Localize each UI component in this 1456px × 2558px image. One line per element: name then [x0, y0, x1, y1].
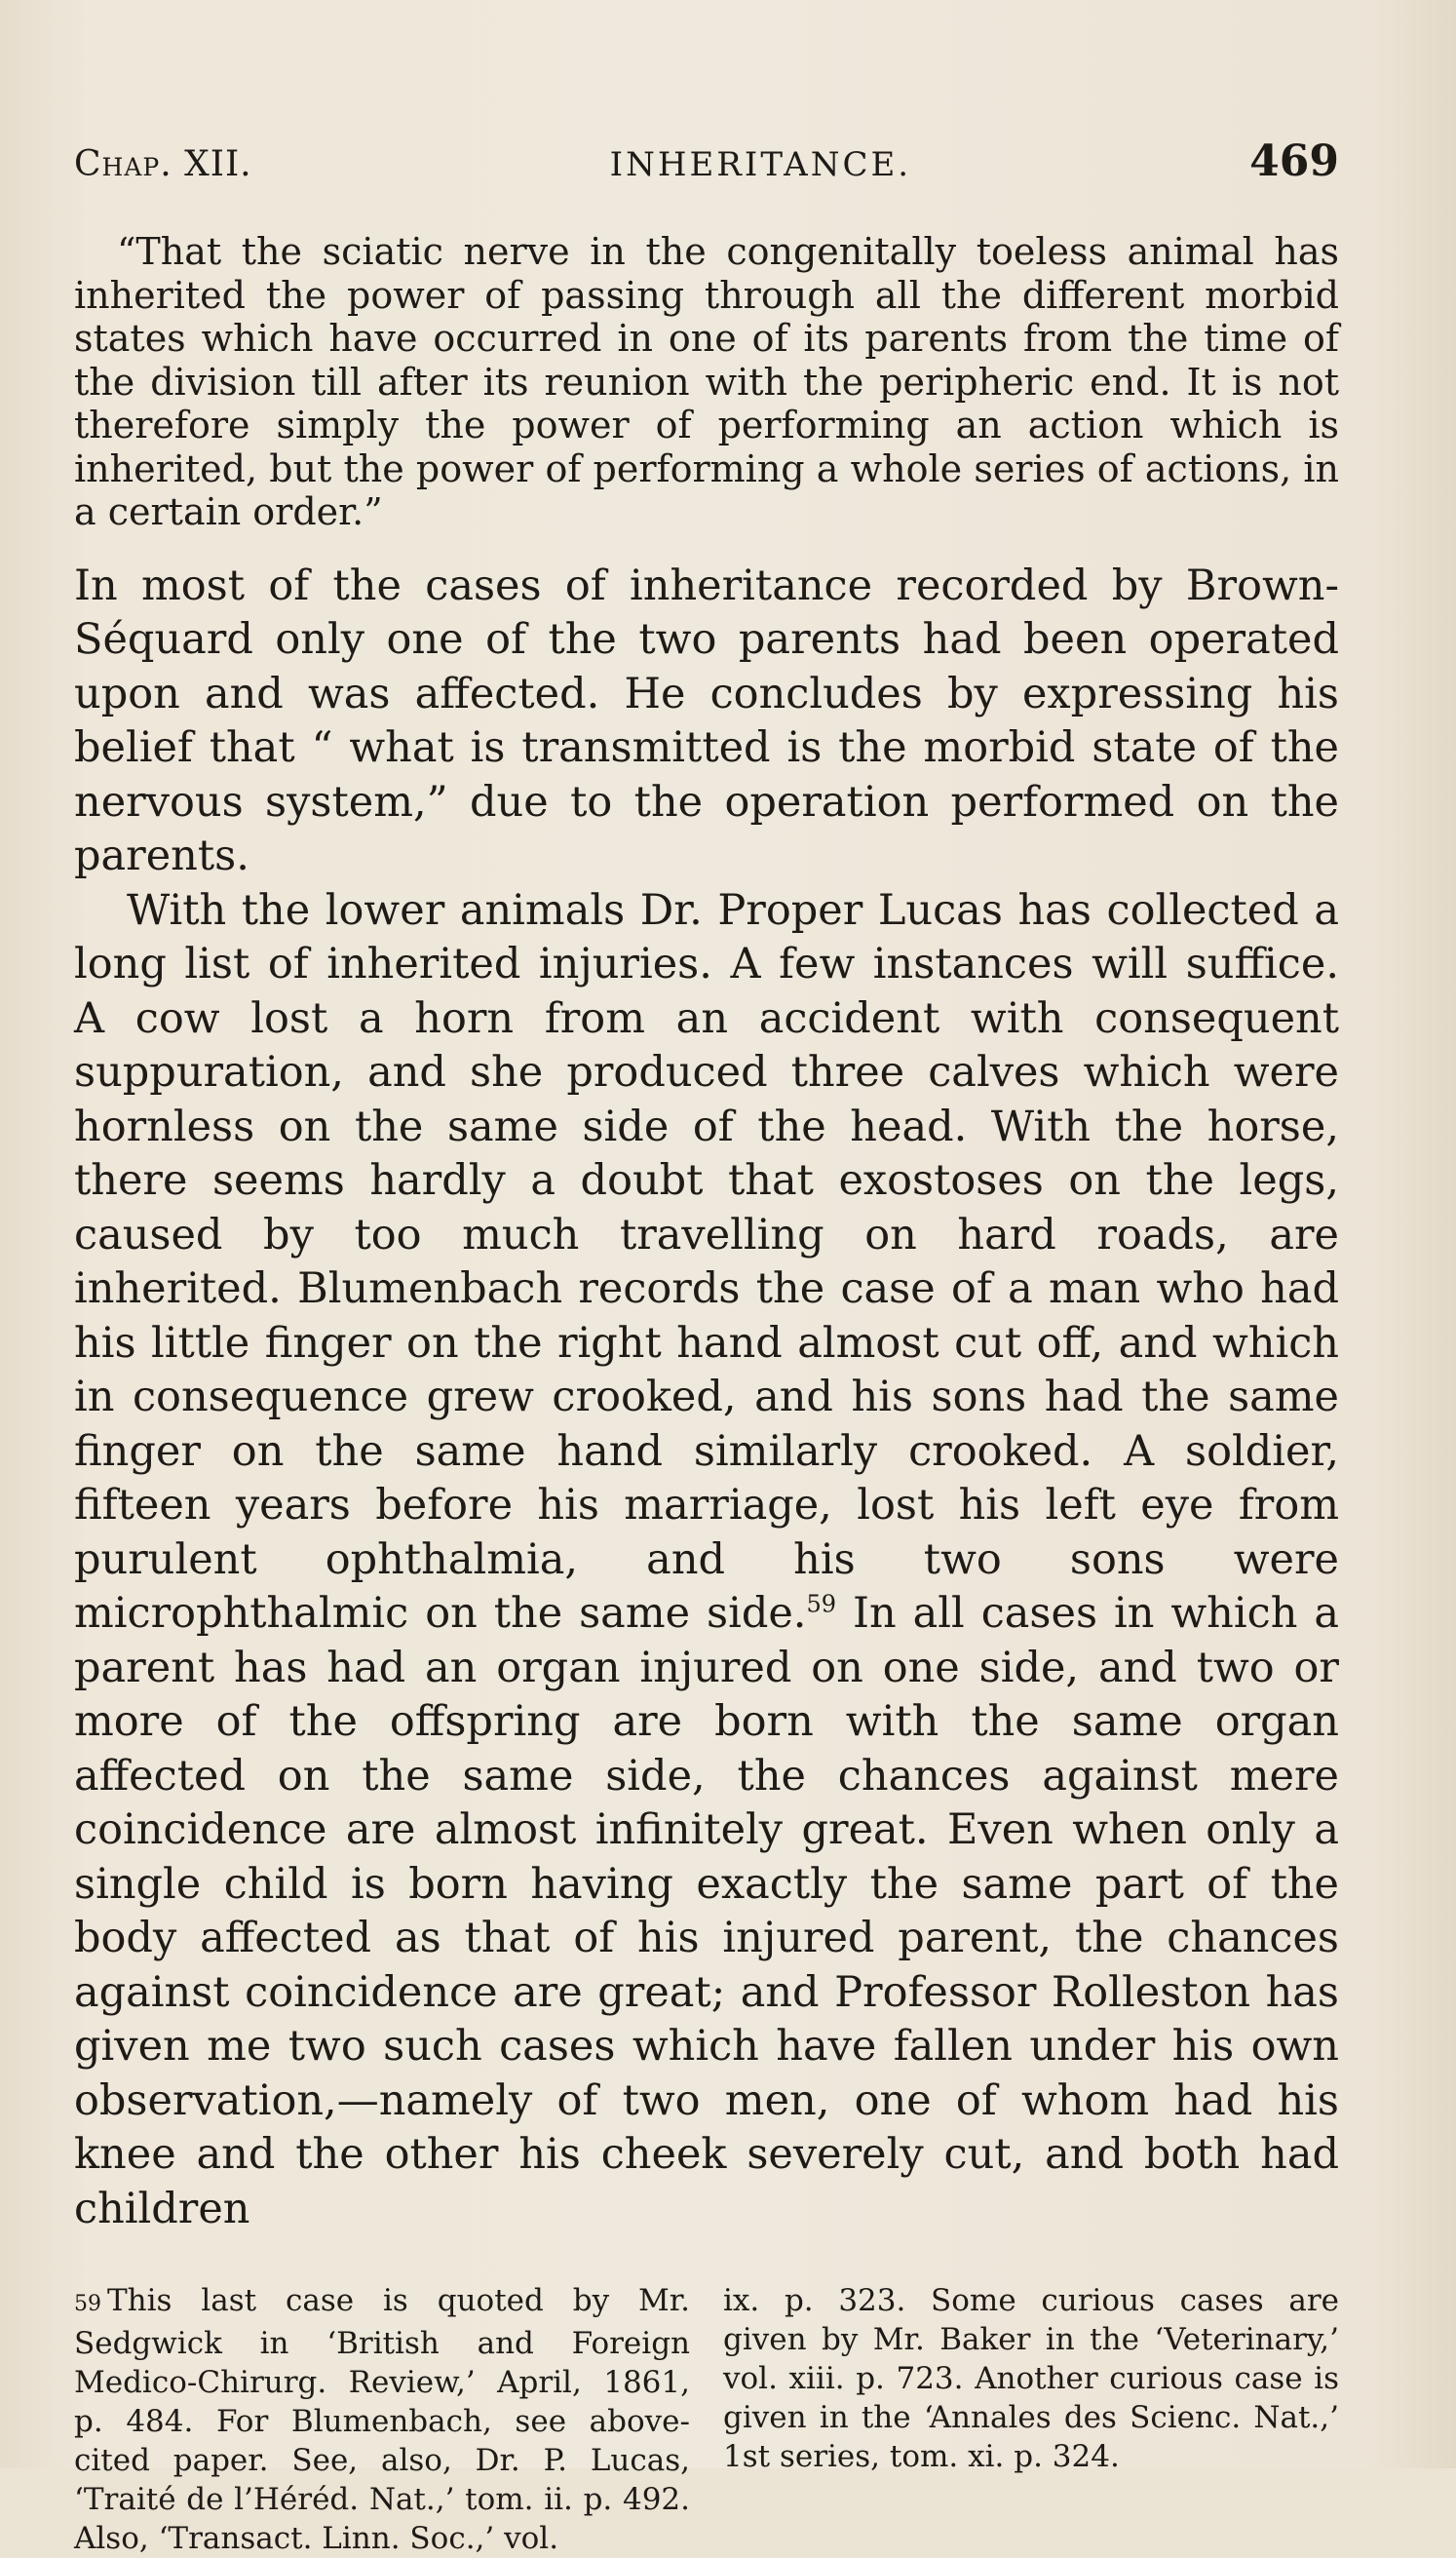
paragraph-brown-sequard: In most of the cases of inheritance recorded by Brown-Séquard only one of the two parents had been operated upon and was affected. He concludes by expressing his belief that “ what is transmitted is the morbid state of the nervous system,” due to the operation performed on the parents. — [74, 561, 1339, 880]
footnote-text-left: This last case is quoted by Mr. Sedgwick in ‘British and Foreign Medico-Chirurg. Review,’ April, 1861, p. 484. For Blumenbach, see above-cited paper. See, also, Dr. P. Lucas, ‘Traité de l’Héréd. Nat.,’ tom. ii. p. 492. Also, ‘Transact. Linn. Soc.,’ vol. — [74, 2283, 690, 2556]
paragraph-text-part-1: With the lower animals Dr. Proper Lucas has collected a long list of inherited injuries. A few instances will suffice. A cow lost a horn from an accident with consequent suppuration, and she produced three calves which were hornless on the same side of the head. With the horse, there seems hardly a doubt that exostoses on the legs, caused by too much travelling on hard roads, are inherited. Blumenbach records the case of a man who had his little finger on the right hand almost cut off, and which in consequence grew crooked, and his sons had the same finger on the same hand similarly crooked. A soldier, fifteen years before his marriage, lost his left eye from purulent ophthalmia, and his two sons were microphthalmic on the same side. — [74, 885, 1339, 1638]
footnote-number: 59 — [74, 2292, 101, 2316]
chapter-label: Chap. XII. — [74, 144, 252, 184]
footnote-column-right: ix. p. 323. Some curious cases are given by Mr. Baker in the ‘Veterinary,’ vol. xiii. p. 723. Another curious case is given in the ‘Annales des Scienc. Nat.,’ 1st series, tom. xi. p. 324. — [723, 2283, 1339, 2474]
block-quote: “That the sciatic nerve in the congenitally toeless animal has inherited the power of passing through all the different morbid states which have occurred in one of its parents from the time of the division till after its reunion with the peripheric end. It is not therefore simply the power of performing an action which is inherited, but the power of performing a whole series of actions, in a certain order.” — [74, 230, 1339, 533]
running-head — [74, 136, 1339, 195]
page-number: 469 — [1249, 136, 1339, 186]
paragraph-inherited-injuries — [74, 884, 1339, 2237]
footnote — [74, 2281, 1339, 2558]
footnote-column-left — [74, 2281, 690, 2558]
paragraph-text-part-2: In all cases in which a parent has had an organ injured on one side, and two or more of the offspring are born with the same organ affected on the same side, the chances against mere coincidence are almost infinitely great. Even when only a single child is born having exactly the same part of the body affected as that of his injured parent, the chances against coincidence are great; and Professor Rolleston has given me two such cases which have fallen under his own observation,—namely of two men, one of whom had his knee and the other his cheek severely cut, and both had children — [74, 1589, 1339, 2233]
running-title: INHERITANCE. — [609, 145, 912, 184]
footnote-reference[interactable]: 59 — [806, 1590, 837, 1618]
